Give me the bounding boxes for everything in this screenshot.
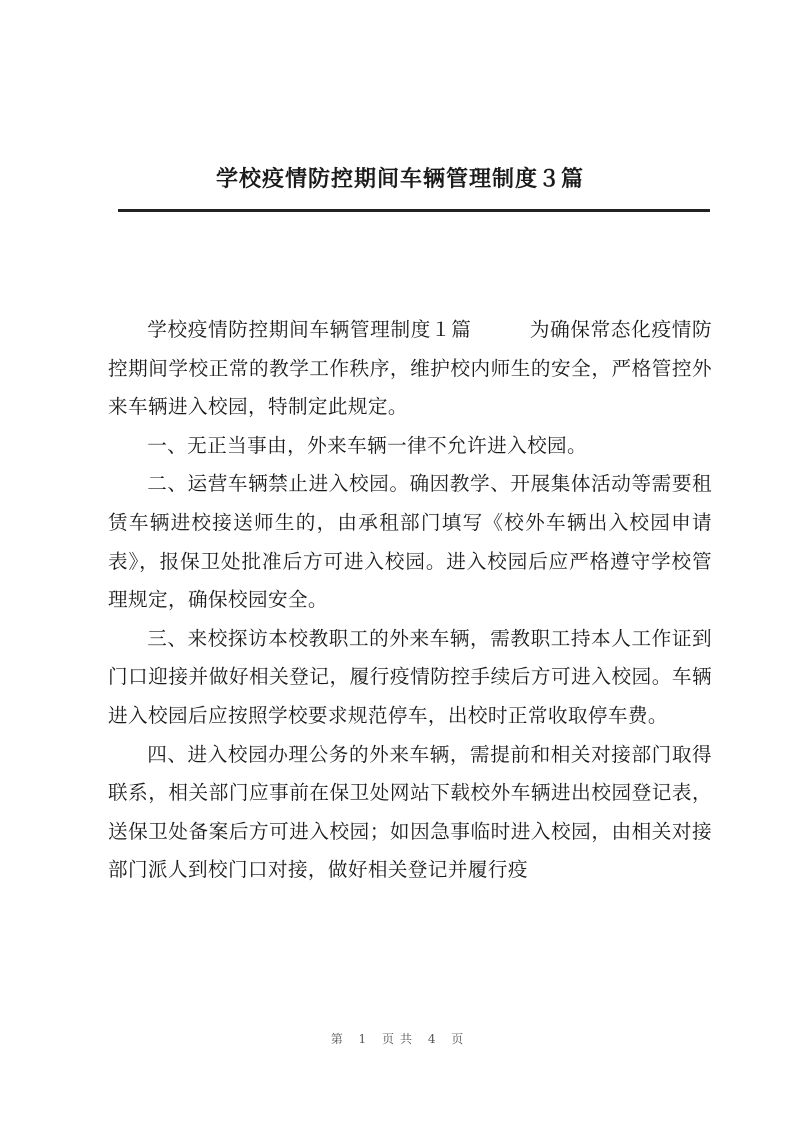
document-title: 学校疫情防控期间车辆管理制度３篇 [215,166,584,192]
title-underline [118,209,710,212]
intro-heading: 学校疫情防控期间车辆管理制度１篇 [147,318,472,341]
page-number: 第 1 页共 4 页 [330,1032,470,1046]
rule-paragraph-1: 一、无正当事由，外来车辆一律不允许进入校园。 [147,433,588,457]
intro-text: 为确保常态化疫情防控期间学校正常的教学工作秩序，维护校内师生的安全，严格管控外来车辆进入校园，特制定此规定。 [108,318,712,419]
rule-paragraph-3: 三、来校探访本校教职工的外来车辆，需教职工持本人工作证到门口迎接并做好相关登记，履行疫情防控手续后方可进入校园。车辆进入校园后应按照学校要求规范停车，出校时正常收取停车费。 [108,626,712,727]
rule-paragraph-4: 四、进入校园办理公务的外来车辆，需提前和相关对接部门取得联系，相关部门应事前在保卫处网站下载校外车辆进出校园登记表，送保卫处备案后方可进入校园；如因急事临时进入校园，由相关对接部门派人到校门口对接，做好相关登记并履行疫 [108,742,712,882]
intro-paragraph [108,311,712,427]
rule-paragraph-2: 二、运营车辆禁止进入校园。确因教学、开展集体活动等需要租赁车辆进校接送师生的，由承租部门填写《校外车辆出入校园申请表》，报保卫处批准后方可进入校园。进入校园后应严格遵守学校管理规定，确保校园安全。 [108,472,712,612]
document-body [108,311,712,890]
